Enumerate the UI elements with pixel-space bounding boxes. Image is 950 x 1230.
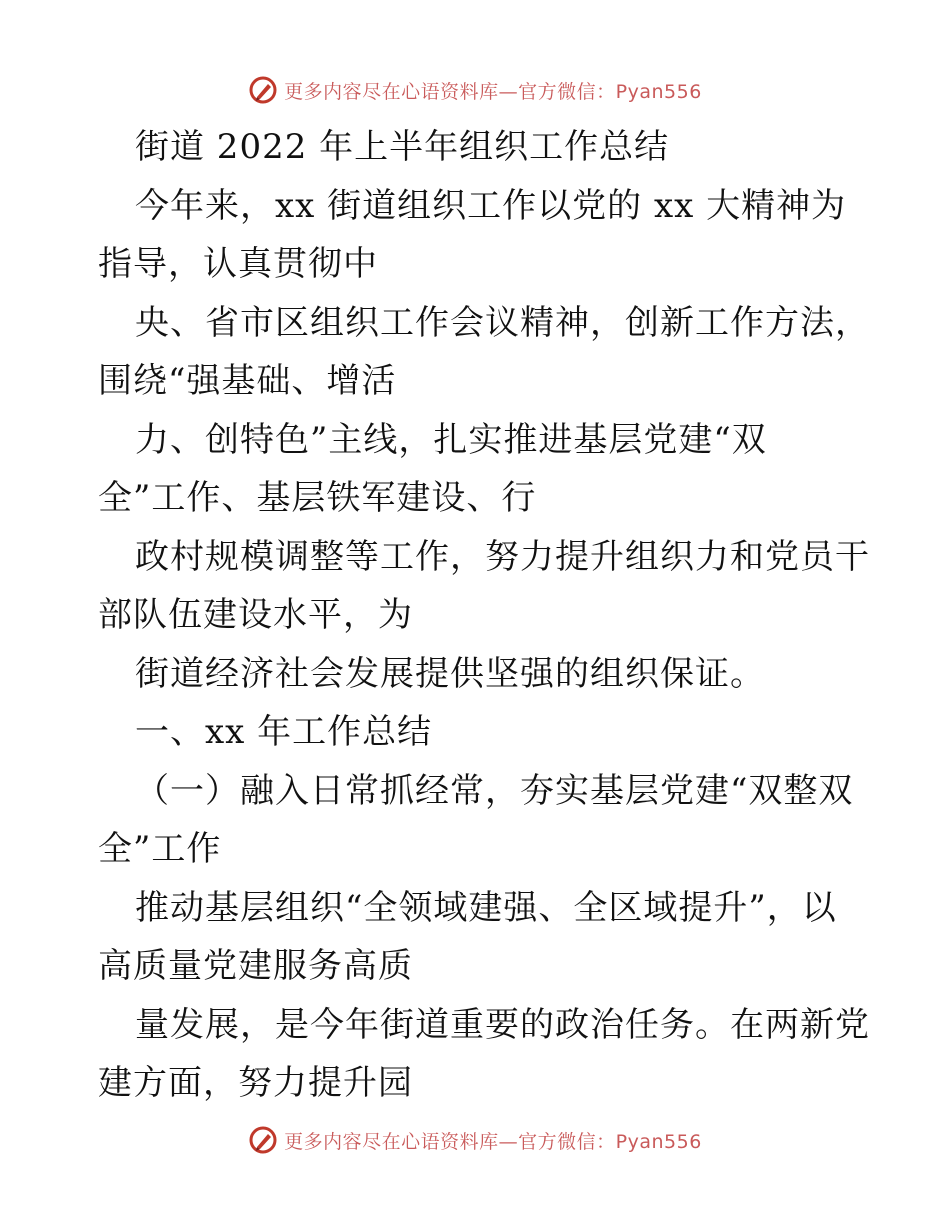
text-line: 政村规模调整等工作，努力提升组织力和党员干 [135, 537, 870, 577]
text-line: 街道经济社会发展提供坚强的组织保证。 [135, 654, 765, 694]
text-line: 央、省市区组织工作会议精神，创新工作方法， [135, 303, 870, 343]
pen-logo-icon [248, 1125, 278, 1155]
text-line: 指导，认真贯彻中 [98, 244, 378, 284]
text-line: 围绕“强基础、增活 [98, 361, 397, 401]
text-line: 今年来，xx 街道组织工作以党的 xx 大精神为 [135, 186, 847, 226]
document-title: 街道 2022 年上半年组织工作总结 [135, 127, 670, 167]
footer-watermark [0, 1120, 950, 1160]
text-line: 部队伍建设水平，为 [98, 595, 413, 635]
watermark-wechat-id: Pyan556 [615, 80, 702, 103]
watermark-text: 更多内容尽在心语资料库—官方微信：Pyan556 [284, 1130, 702, 1153]
text-line: 推动基层组织“全领域建强、全区域提升”，以 [135, 888, 837, 928]
watermark-wechat-id: Pyan556 [615, 1130, 702, 1153]
text-line: 全”工作 [98, 829, 222, 869]
text-line: 力、创特色”主线，扎实推进基层党建“双 [135, 420, 767, 460]
text-line: 量发展，是今年街道重要的政治任务。在两新党 [135, 1005, 870, 1045]
text-line: 全”工作、基层铁军建设、行 [98, 478, 537, 518]
text-line: 建方面，努力提升园 [98, 1063, 413, 1103]
watermark-text: 更多内容尽在心语资料库—官方微信：Pyan556 [284, 80, 702, 103]
section-heading: 一、xx 年工作总结 [135, 712, 433, 752]
subsection-heading: （一）融入日常抓经常，夯实基层党建“双整双 [135, 771, 854, 811]
text-line: 高质量党建服务高质 [98, 946, 413, 986]
